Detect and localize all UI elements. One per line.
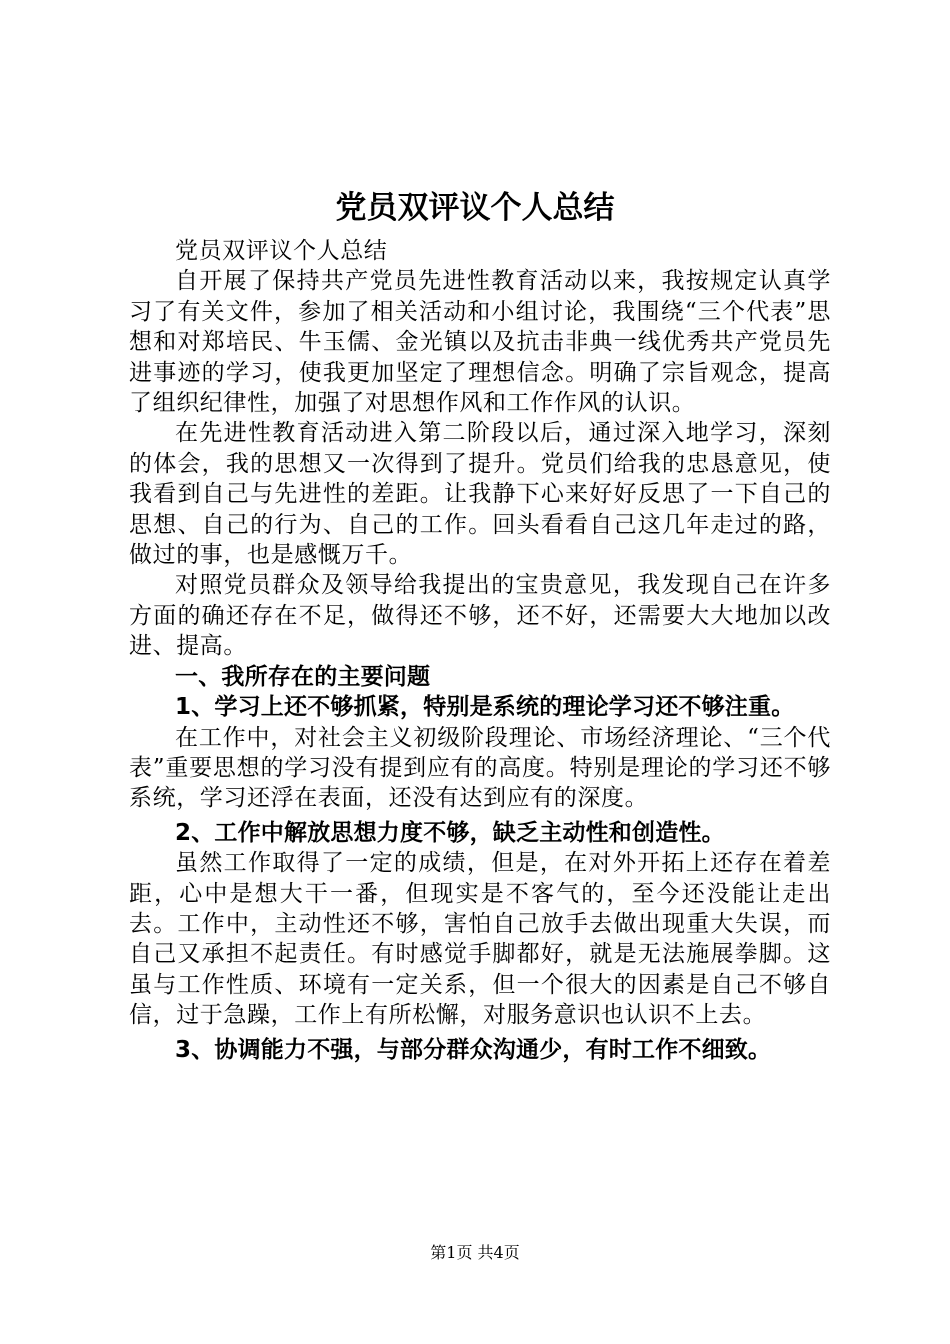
paragraph-study: 在工作中，对社会主义初级阶段理论、市场经济理论、“三个代表”重要思想的学习没有提到应有的高度。特别是理论的学习还不够系统，学习还浮在表面，还没有达到应有的深度。 xyxy=(129,724,831,812)
document-title: 党员双评议个人总结 xyxy=(335,190,615,226)
item-heading-initiative: 2、工作中解放思想力度不够，缺乏主动性和创造性。 xyxy=(175,819,725,846)
paragraph-subtitle: 党员双评议个人总结 xyxy=(175,238,388,264)
page-footer: 第1页 共4页 xyxy=(430,1243,520,1262)
item-heading-study: 1、学习上还不够抓紧，特别是系统的理论学习还不够注重。 xyxy=(175,694,795,721)
item-heading-coordination: 3、协调能力不强，与部分群众沟通少，有时工作不细致。 xyxy=(175,1036,772,1063)
paragraph-shortcomings: 对照党员群众及领导给我提出的宝贵意见，我发现自己在许多方面的确还存在不足，做得还不够，还不好，还需要大大地加以改进、提高。 xyxy=(129,572,831,660)
paragraph-second-stage: 在先进性教育活动进入第二阶段以后，通过深入地学习，深刻的体会，我的思想又一次得到了提升。党员们给我的忠恳意见，使我看到自己与先进性的差距。让我静下心来好好反思了一下自己的思想、自己的行为、自己的工作。回头看看自己这几年走过的路，做过的事，也是感慨万千。 xyxy=(129,420,831,569)
paragraph-intro: 自开展了保持共产党员先进性教育活动以来，我按规定认真学习了有关文件，参加了相关活动和小组讨论，我围绕“三个代表”思想和对郑培民、牛玉儒、金光镇以及抗击非典一线优秀共产党员先进事迹的学习，使我更加坚定了理想信念。明确了宗旨观念，提高了组织纪律性，加强了对思想作风和工作作风的认识。 xyxy=(129,268,831,417)
section-heading-problems: 一、我所存在的主要问题 xyxy=(175,663,431,690)
paragraph-initiative: 虽然工作取得了一定的成绩，但是，在对外开拓上还存在着差距，心中是想大干一番，但现实是不客气的，至今还没能让走出去。工作中，主动性还不够，害怕自己放手去做出现重大失误，而自己又承担不起责任。有时感觉手脚都好，就是无法施展拳脚。这虽与工作性质、环境有一定关系，但一个很大的因素是自己不够自信，过于急躁，工作上有所松懈，对服务意识也认识不上去。 xyxy=(129,850,831,1029)
document-body xyxy=(129,236,831,1065)
